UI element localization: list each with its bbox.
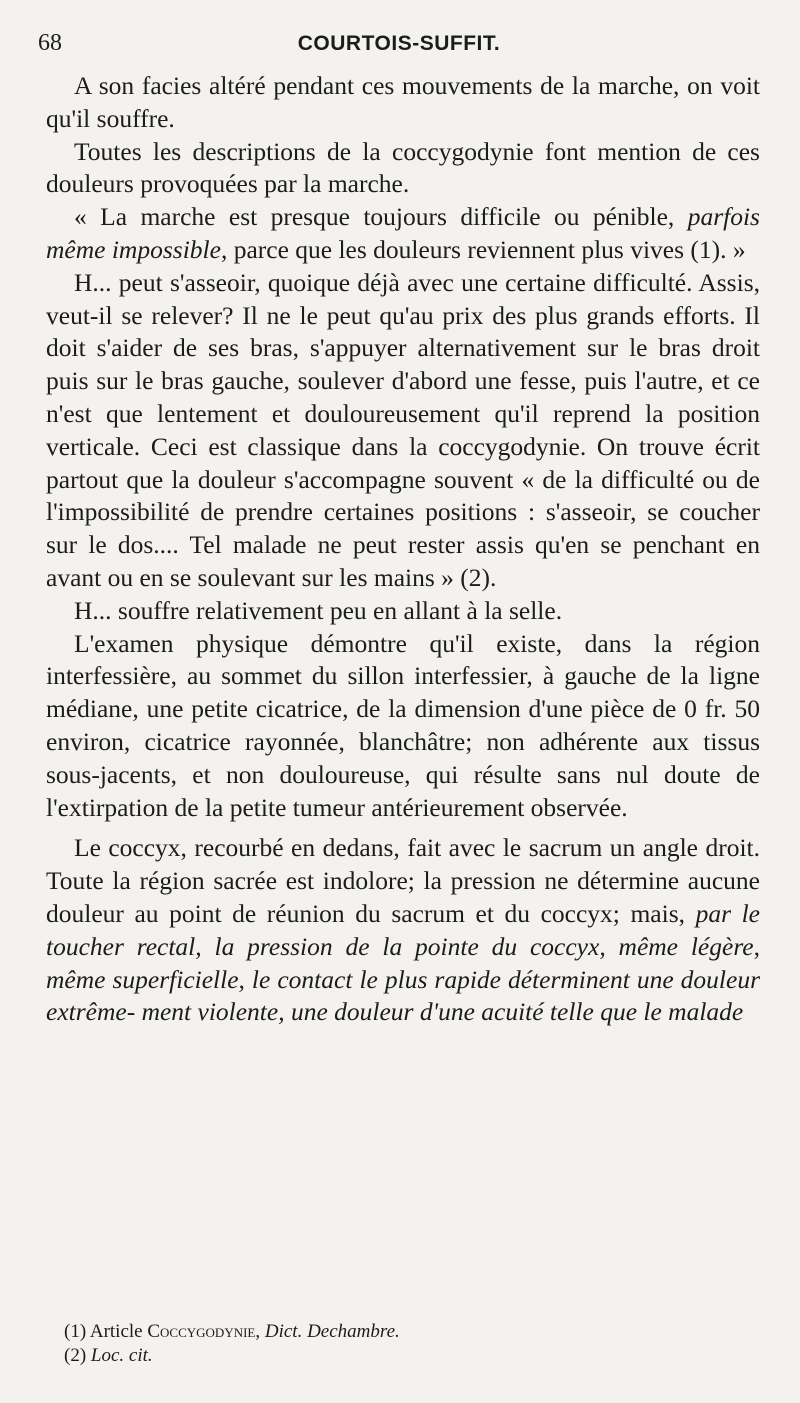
body-text	[46, 70, 760, 1029]
running-title: COURTOIS-SUFFIT.	[297, 32, 501, 55]
paragraph: H... souffre relativement peu en allant à la selle.	[74, 595, 563, 625]
paragraph: L'examen physique démontre qu'il existe, dans la région interfessière, au sommet du sillon interfessier, à gauche de la ligne médiane, une petite cicatrice, de la dimension d'une pièce de 0 fr. 50 environ, cicatrice rayonnée, blanchâtre; non adhérente aux tissus sous-jacents, et non douloureuse, qui résulte sans nul doute de l'extirpation de la petite tumeur antérieurement observée.	[46, 628, 760, 822]
footnotes	[64, 1320, 744, 1368]
page-header	[38, 30, 760, 64]
paragraph: « La marche est presque toujours difficile ou pénible, parfois même impossible, parce que les douleurs reviennent plus vives (1). »	[46, 202, 760, 264]
footnote: (2) Loc. cit.	[64, 1345, 153, 1366]
paragraph: Le coccyx, recourbé en dedans, fait avec le sacrum un angle droit. Toute la région sacrée est indolore; la pression ne détermine aucune douleur au point de réunion du sacrum et du coccyx; mais, par le toucher rectal, la pression de la pointe du coccyx, même légère, même superficielle, le contact le plus rapide déterminent une douleur extrême- ment violente, une douleur d'une acuité telle que le malade	[46, 833, 760, 1027]
paragraph: H... peut s'asseoir, quoique déjà avec une certaine difficulté. Assis, veut-il se relever? Il ne le peut qu'au prix des plus grands efforts. Il doit s'aider de ses bras, s'appuyer alternativement sur le bras droit puis sur le bras gauche, soulever d'abord une fesse, puis l'autre, et ce n'est que lentement et douloureusement qu'il reprend la position verticale. Ceci est classique dans la coccygodynie. On trouve écrit partout que la douleur s'accompagne souvent « de la difficulté ou de l'impossibilité de prendre certaines positions : s'asseoir, se coucher sur le dos.... Tel malade ne peut rester assis qu'en se penchant en avant ou en se soulevant sur les mains » (2).	[46, 267, 760, 592]
paragraph: A son facies altéré pendant ces mouvements de la marche, on voit qu'il souffre.	[46, 71, 760, 133]
footnote: (1) Article Coccygodynie, Dict. Dechambre.	[64, 1321, 400, 1342]
page-number: 68	[38, 30, 62, 56]
paragraph: Toutes les descriptions de la coccygodynie font mention de ces douleurs provoquées par la marche.	[46, 136, 760, 199]
